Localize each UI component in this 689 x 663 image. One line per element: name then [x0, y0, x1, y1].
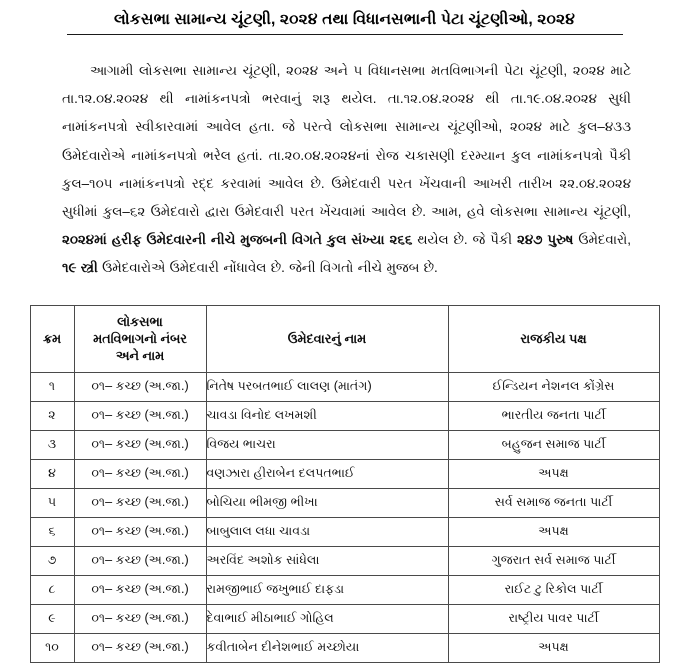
cell-sr: ૩ [30, 430, 74, 459]
column-header-constituency-line3: અને નામ [115, 348, 165, 364]
cell-candidate-name: કવીતાબેન દીનેશભાઈ મચ્છોયા [206, 633, 448, 662]
column-header-party: રાજકીય પક્ષ [448, 305, 659, 372]
column-header-constituency-line2: મતવિભાગનો નંબર [93, 331, 187, 347]
cell-constituency: ૦૧– કચ્છ (અ.જા.) [74, 604, 206, 633]
table-body [30, 372, 659, 662]
table-row [30, 604, 659, 633]
cell-constituency: ૦૧– કચ્છ (અ.જા.) [74, 430, 206, 459]
cell-constituency: ૦૧– કચ્છ (અ.જા.) [74, 575, 206, 604]
column-header-constituency [74, 305, 206, 372]
column-header-constituency-line1: લોકસભા [117, 314, 163, 330]
cell-candidate-name: નિતેષ પરબતભાઈ લાલણ (માતંગ) [206, 372, 448, 401]
intro-text-part-3: ઉમેદવારો, [573, 232, 632, 248]
table-header [30, 305, 659, 372]
cell-party: રાઈટ ટુ રિકોલ પાર્ટી [448, 575, 659, 604]
cell-sr: ૭ [30, 546, 74, 575]
cell-candidate-name: બાબુલાલ લધા ચાવડા [206, 517, 448, 546]
cell-candidate-name: વિજય ભાચરા [206, 430, 448, 459]
intro-text-part-1: આગામી લોકસભા સામાન્ય ચૂંટણી, ૨૦૨૪ અને ૫ વિધાનસભા મતવિભાગની પેટા ચૂંટણી, ૨૦૨૪ માટે તા.૧૨.૦૪.૨૦૨૪ થી નામાંકનપત્રો ભરવાનું શરૂ થયેલ. તા.૧૨.૦૪.૨૦૨૪ થી તા.૧૯.૦૪.૨૦૨૪ સુધી નામાંકનપત્રો સ્વીકારવામાં આવેલ હતા. જે પરત્વે લોકસભા સામાન્ય ચૂંટણીઓ, ૨૦૨૪ માટે કુલ–૪૩૩ ઉમેદવારોએ નામાંકનપત્રો ભરેલ હતાં. તા.૨૦.૦૪.૨૦૨૪નાં રોજ ચકાસણી દરમ્યાન કુલ નામાંકનપત્રો પૈકી કુલ–૧૦૫ નામાંકનપત્રો રદ્દ કરવામાં આવેલ છે. ઉમેદવારી પરત ખેંચવાની આખરી તારીખ ૨૨.૦૪.૨૦૨૪ સુધીમાં કુલ–૬૨ ઉમેદવારો દ્વારા ઉમેદવારી પરત ખેંચવામાં આવેલ છે. આમ, હવે લોકસભા સામાન્ય ચૂંટણી, [62, 63, 631, 220]
cell-party: અપક્ષ [448, 517, 659, 546]
cell-sr: ૮ [30, 575, 74, 604]
cell-party: ઈન્ડિયન નેશનલ કોંગ્રેસ [448, 372, 659, 401]
cell-candidate-name: રામજીભાઈ જખુભાઈ દાફડા [206, 575, 448, 604]
cell-candidate-name: ચાવડા વિનોદ લખમશી [206, 401, 448, 430]
cell-sr: ૧૦ [30, 633, 74, 662]
page-title: લોકસભા સામાન્ય ચૂંટણી, ૨૦૨૪ તથા વિધાનસભાની પેટા ચૂંટણીઓ, ૨૦૨૪ [113, 11, 576, 28]
cell-constituency: ૦૧– કચ્છ (અ.જા.) [74, 488, 206, 517]
cell-candidate-name: અરવિંદ અશોક સાંધેલા [206, 546, 448, 575]
cell-candidate-name: બોચિયા ભીમજી ભીખા [206, 488, 448, 517]
cell-party: સર્વ સમાજ જનતા પાર્ટી [448, 488, 659, 517]
cell-sr: ૬ [30, 517, 74, 546]
candidates-table [30, 305, 660, 663]
table-row [30, 459, 659, 488]
cell-constituency: ૦૧– કચ્છ (અ.જા.) [74, 459, 206, 488]
intro-text-part-2: થયેલ છે. જે પૈકી [412, 232, 518, 248]
intro-bold-female: ૧૯ સ્ત્રી [62, 260, 98, 276]
cell-constituency: ૦૧– કચ્છ (અ.જા.) [74, 401, 206, 430]
cell-party: રાષ્ટ્રીય પાવર પાર્ટી [448, 604, 659, 633]
column-header-candidate-name: ઉમેદવારનું નામ [206, 305, 448, 372]
cell-party: ગુજરાત સર્વ સમાજ પાર્ટી [448, 546, 659, 575]
cell-sr: ૫ [30, 488, 74, 517]
cell-constituency: ૦૧– કચ્છ (અ.જા.) [74, 517, 206, 546]
cell-sr: ૪ [30, 459, 74, 488]
intro-paragraph [0, 35, 689, 283]
cell-sr: ૨ [30, 401, 74, 430]
cell-constituency: ૦૧– કચ્છ (અ.જા.) [74, 546, 206, 575]
table-row [30, 546, 659, 575]
table-row [30, 575, 659, 604]
candidates-table-wrapper [0, 283, 689, 663]
cell-party: ભારતીય જનતા પાર્ટી [448, 401, 659, 430]
cell-party: અપક્ષ [448, 633, 659, 662]
intro-text-part-4: ઉમેદવારોએ ઉમેદવારી નોંધાવેલ છે. જેની વિગતો નીચે મુજબ છે. [97, 260, 438, 276]
cell-party: અપક્ષ [448, 459, 659, 488]
table-row [30, 372, 659, 401]
table-row [30, 488, 659, 517]
table-header-row [30, 305, 659, 372]
table-row [30, 401, 659, 430]
cell-constituency: ૦૧– કચ્છ (અ.જા.) [74, 372, 206, 401]
cell-party: બહુજન સમાજ પાર્ટી [448, 430, 659, 459]
intro-bold-male: ૨૪૭ પુરુષ [517, 232, 574, 248]
table-row [30, 517, 659, 546]
cell-candidate-name: દેવાભાઈ મીઠાભાઈ ગોહિલ [206, 604, 448, 633]
table-row [30, 430, 659, 459]
column-header-sr: ક્રમ [30, 305, 74, 372]
intro-bold-total: ૨૦૨૪માં હરીફ ઉમેદવારની નીચે મુજબની વિગતે કુલ સંખ્યા ૨૬૬ [62, 232, 413, 248]
cell-constituency: ૦૧– કચ્છ (અ.જા.) [74, 633, 206, 662]
cell-sr: ૯ [30, 604, 74, 633]
table-row [30, 633, 659, 662]
cell-sr: ૧ [30, 372, 74, 401]
cell-candidate-name: વણઝારા હીરાબેન દલપતભાઈ [206, 459, 448, 488]
